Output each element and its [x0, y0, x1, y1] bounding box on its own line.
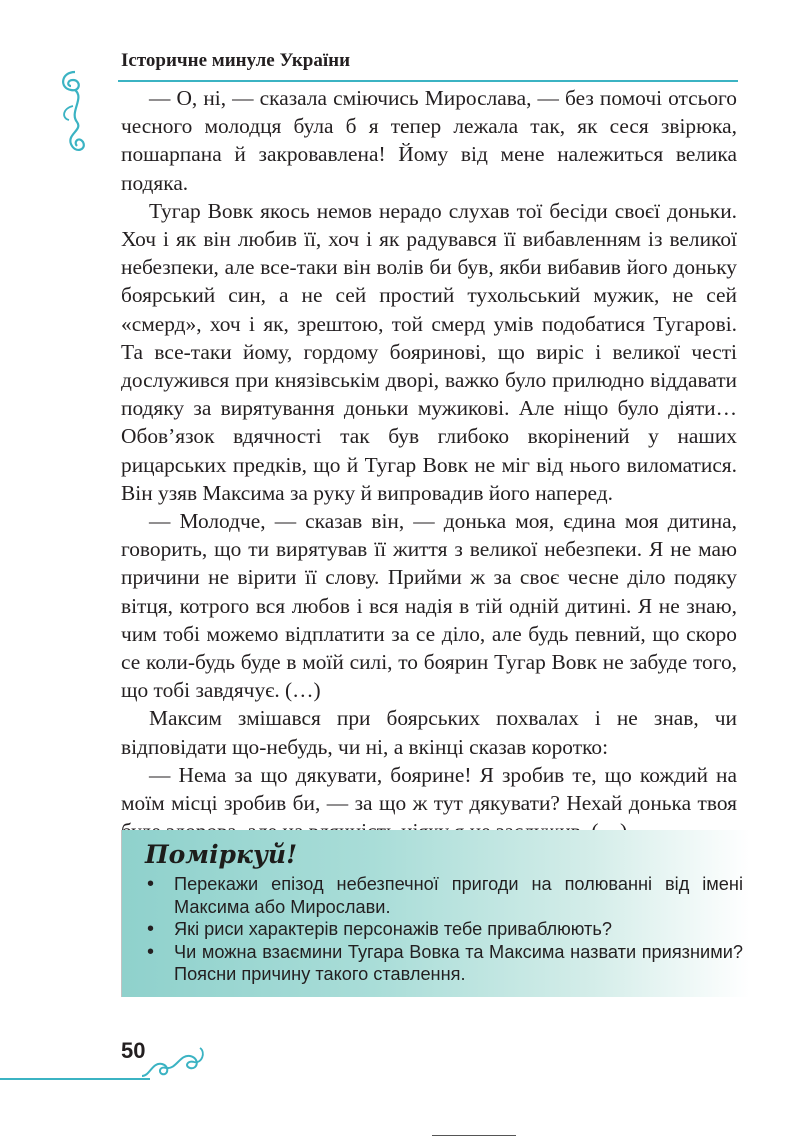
question-item: • Чи можна взаємини Тугара Вовка та Максима назвати приязними? Поясни причину такого ставлення. — [147, 941, 743, 986]
story-text — [121, 84, 737, 845]
bottom-margin-rule — [432, 1135, 516, 1136]
page-number: 50 — [121, 1038, 146, 1063]
running-title: Історичне минуле України — [121, 50, 351, 71]
story-paragraph: — Молодче, — сказав він, — донька моя, єдина моя дитина, говорить, що ти вирятував її життя з великої небезпеки. Я не маю причини не вірити її слову. Прийми ж за своє чесне діло подяку вітця, котрого вся любов і вся надія в тій одній дитині. Я не знаю, чим тобі можемо відплатити за се діло, але будь певний, що скоро се коли-будь буде в моїй силі, то боярин Тугар Вовк не забуде того, що тобі завдячує. (…) — [121, 509, 737, 703]
question-item: • Перекажи епізод небезпечної пригоди на полюванні від імені Максима або Мирослави. — [147, 873, 743, 918]
story-paragraph: Максим змішався при боярських похвалах і не знав, чи відповідати що-небудь, чи ні, а вкінці сказав коротко: — [121, 706, 737, 759]
story-paragraph: — Нема за що дякувати, бояринe! Я зробив те, що кождий на моїм місці зробив би, — за що ж тут дякувати? Нехай донька твоя — [121, 762, 737, 816]
question-item: • Які риси характерів персонажів тебе приваблюють? — [147, 918, 743, 941]
swirl-flourish-icon — [55, 68, 95, 158]
think-box-title: Поміркуй! — [145, 840, 298, 869]
story-paragraph: — О, ні, — сказала сміючись Мирослава, — без помочі отсього чесного молодця була б я тепер лежала так, як сеся звірюка, пошарпана й закровавлена! Йому від мене належиться велика подяка. — [121, 86, 737, 195]
footer-rule — [0, 1078, 150, 1080]
think-box-questions — [147, 873, 743, 986]
swirl-flourish-icon — [140, 1042, 210, 1078]
header-rule — [118, 80, 738, 82]
story-paragraph: Тугар Вовк якось немов нерадо слухав тої бесіди своєї доньки. Хоч і як він любив її, хоч і як радувався її вибавленням із великої небезпеки, але все-таки він волів би був, якби вибавив його доньку боярський син, а не сей простий тухольський мужик, не сей «смерд», хоч і як, зрештою, той смерд умів подобатися Тугарові. Та все-таки йому, гордому бояринові, що виріс і великої честі дослужився при князівськім дворі, важко було прилюдно віддавати подяку за вирятування доньки мужикові. Але нiщо було діяти… Обов’язок вдячності так був глибоко вкорінений у наших рицарських предків, що й Тугар Вовк не міг від нього виломатися. Він узяв Максима за руку й випровадив його наперед. — [121, 198, 737, 505]
